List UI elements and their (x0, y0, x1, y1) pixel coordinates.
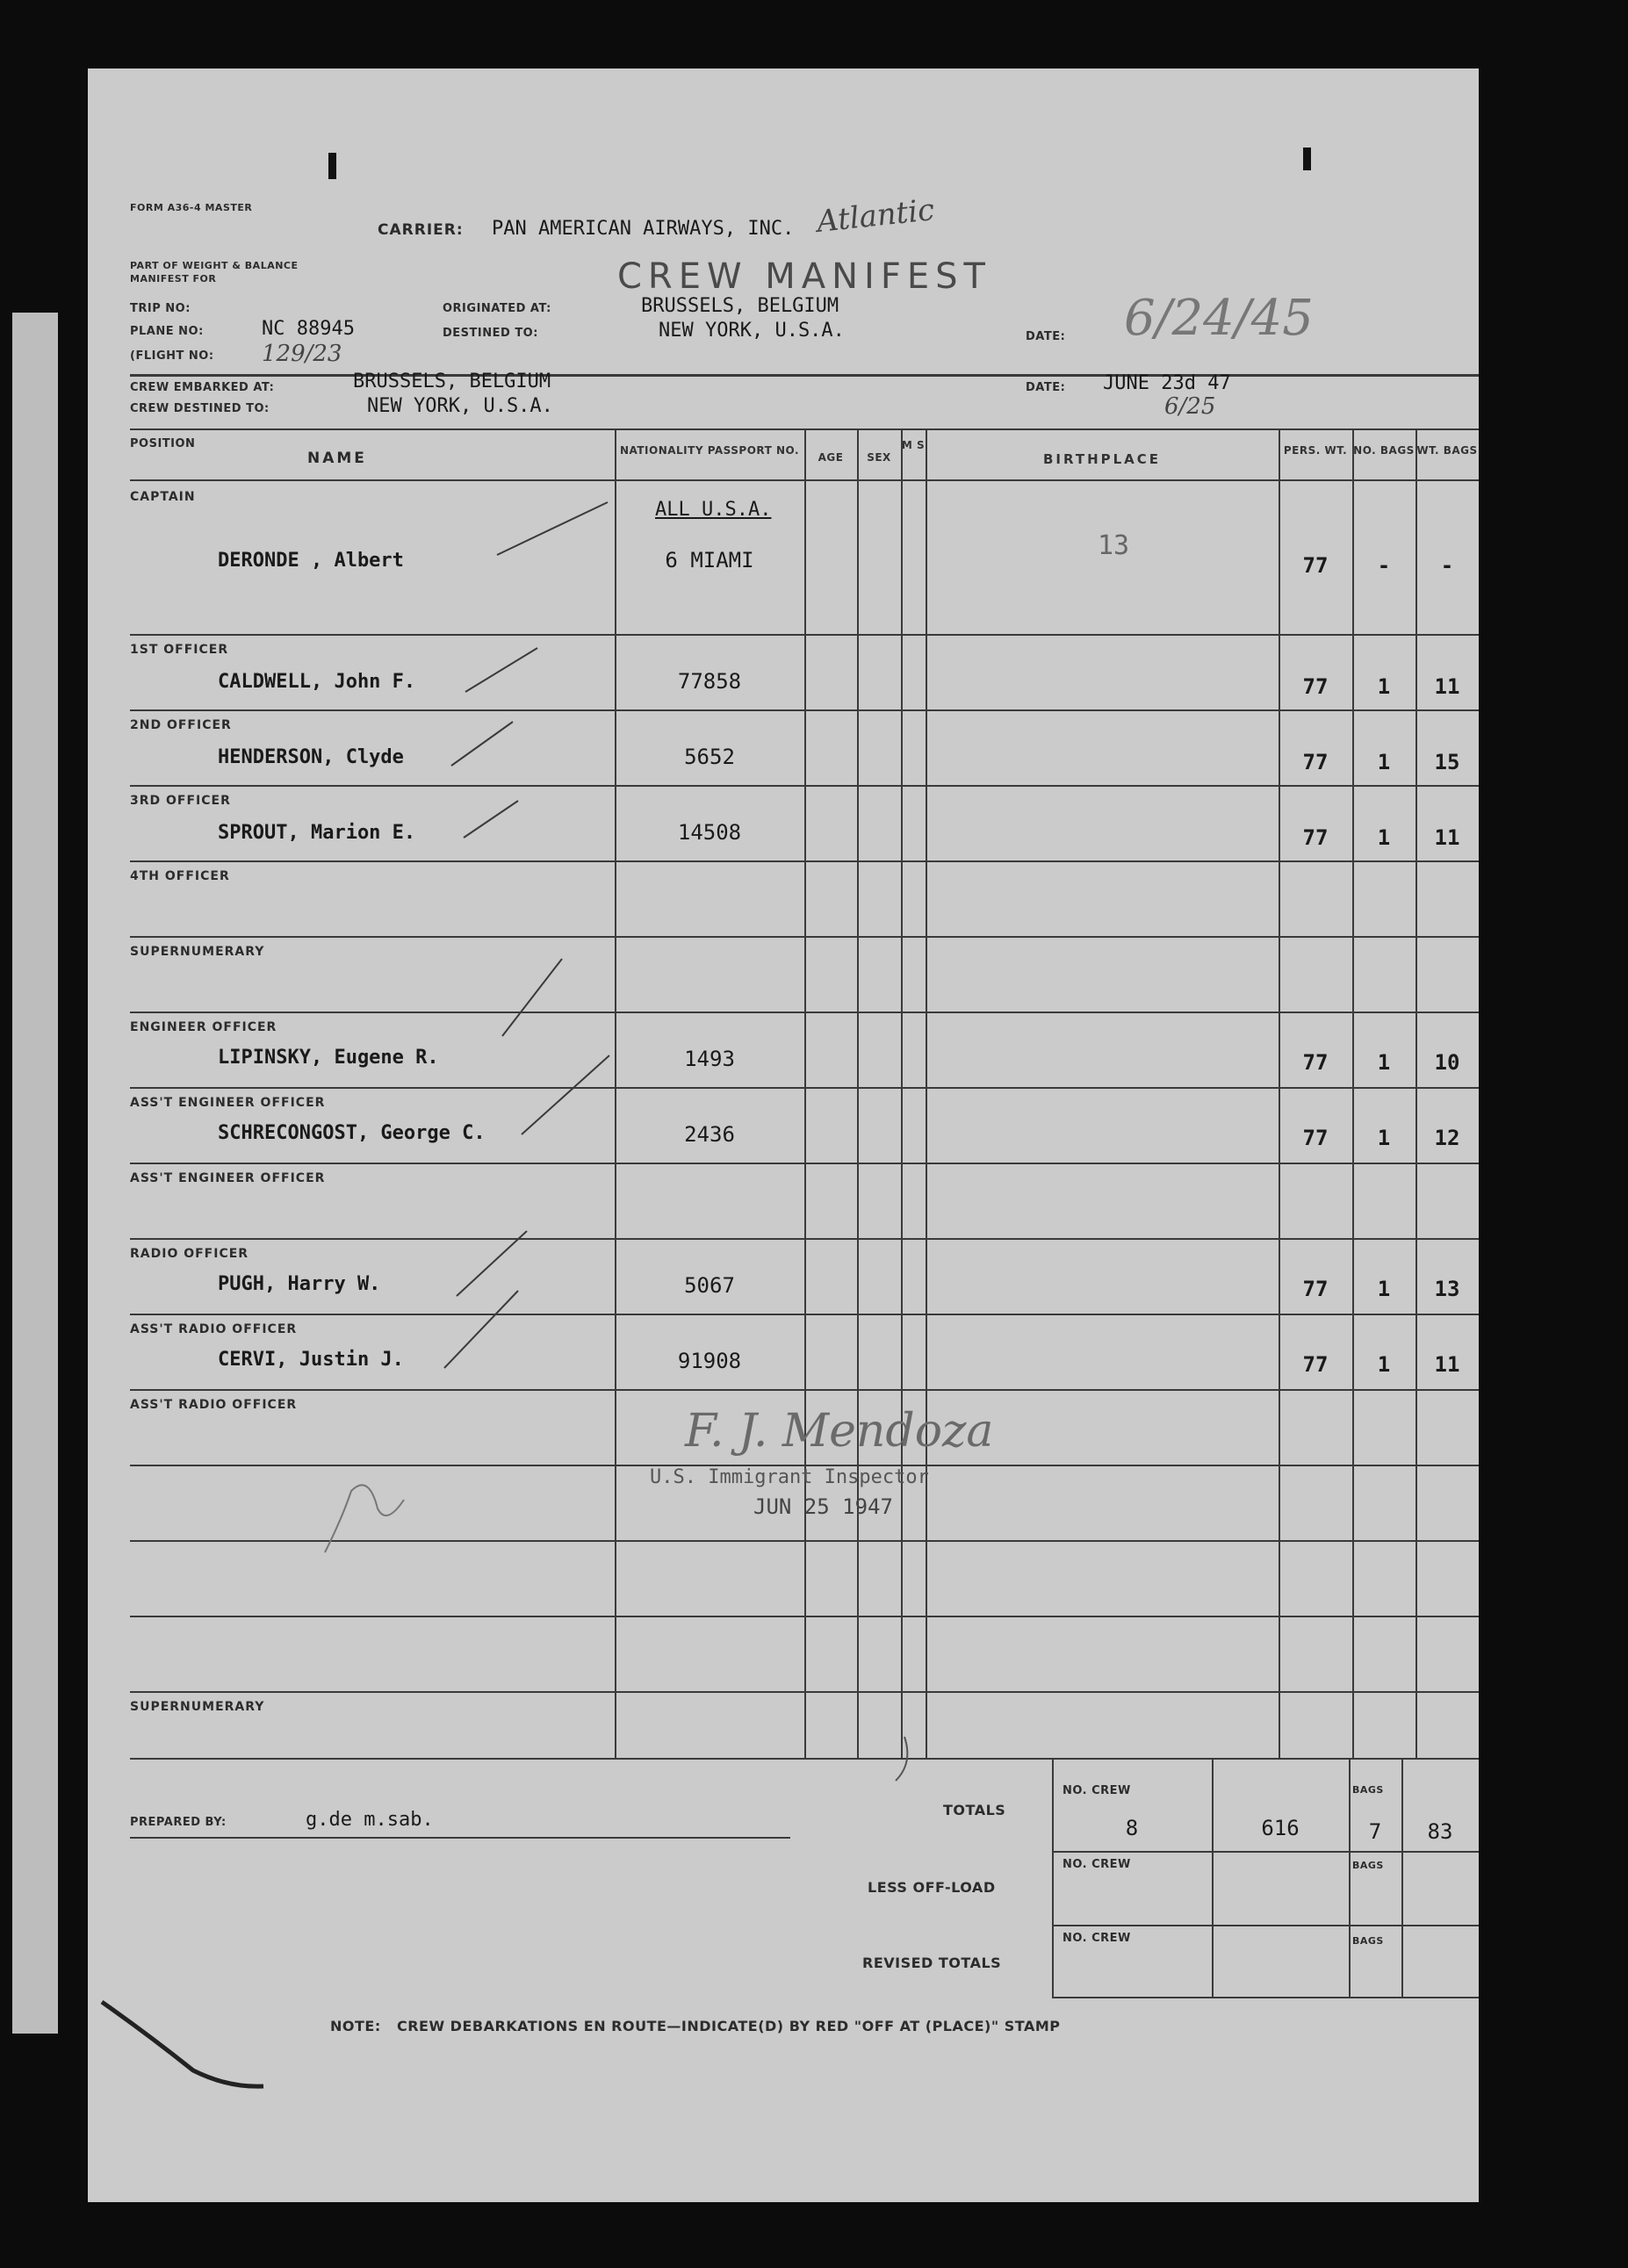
wt-bags: 10 (1434, 1050, 1460, 1075)
totals-line (1052, 1758, 1054, 1997)
crew-destined-value: NEW YORK, U.S.A. (367, 395, 553, 417)
prepared-value: g.de m.sab. (306, 1809, 434, 1831)
position-label: 3RD OFFICER (130, 794, 231, 808)
passport-no: 2436 (684, 1122, 735, 1147)
wt-bags: - (1440, 553, 1454, 578)
passport-no: 77858 (677, 669, 742, 694)
crew-name: HENDERSON, Clyde (218, 746, 404, 768)
position-label: ASS'T ENGINEER OFFICER (130, 1171, 326, 1185)
crew-name: PUGH, Harry W. (218, 1273, 381, 1295)
header-no-bags: NO. BAGS (1353, 444, 1415, 457)
position-label: ASS'T RADIO OFFICER (130, 1322, 298, 1336)
wt-bags: 12 (1434, 1126, 1460, 1150)
pers-wt: 77 (1302, 750, 1329, 774)
no-bags: 1 (1377, 750, 1391, 774)
revised-totals-label: REVISED TOTALS (862, 1955, 1002, 1971)
total-bags: 7 (1368, 1819, 1382, 1844)
no-bags: - (1377, 553, 1391, 578)
totals-line (1212, 1758, 1214, 1997)
position-label: SUPERNUMERARY (130, 1700, 265, 1714)
embarked-value: BRUSSELS, BELGIUM (353, 371, 551, 392)
header-pers-wt: PERS. WT. (1283, 444, 1348, 457)
pers-wt: 77 (1302, 553, 1329, 578)
originated-value: BRUSSELS, BELGIUM (641, 295, 839, 317)
wt-bags: 11 (1434, 825, 1460, 850)
crew-name: CALDWELL, John F. (218, 671, 416, 693)
base-note: 6 MIAMI (665, 548, 754, 572)
crew-date-handwritten: 6/25 (1164, 393, 1216, 420)
no-bags: 1 (1377, 1277, 1391, 1301)
manifest-paper (88, 68, 1479, 2202)
crew-name: SCHRECONGOST, George C. (218, 1122, 486, 1144)
crew-date-label: DATE: (1026, 381, 1066, 394)
header-age: AGE (818, 451, 844, 464)
crew-date-value: JUNE 23d 47 (1103, 372, 1231, 394)
pers-wt: 77 (1302, 1277, 1329, 1301)
trip-label: TRIP NO: (130, 302, 191, 315)
embarked-label: CREW EMBARKED AT: (130, 381, 275, 394)
flight-label: (FLIGHT NO: (130, 349, 214, 363)
header-birthplace: BIRTHPLACE (1042, 451, 1162, 467)
date-handwritten: 6/24/45 (1124, 290, 1314, 347)
film-edge-strip (12, 313, 58, 2034)
crew-name: LIPINSKY, Eugene R. (218, 1047, 439, 1069)
page-title: CREW MANIFEST (617, 256, 991, 297)
no-bags: 1 (1377, 1050, 1391, 1075)
total-bag-weight: 83 (1427, 1819, 1453, 1844)
no-bags: 1 (1377, 825, 1391, 850)
prepared-rule (130, 1837, 790, 1839)
header-passport: NATIONALITY PASSPORT NO. (619, 444, 800, 457)
strike-lines (88, 68, 1479, 2202)
position-label: ASS'T ENGINEER OFFICER (130, 1096, 326, 1110)
crew-name: CERVI, Justin J. (218, 1349, 404, 1371)
date-label: DATE: (1026, 330, 1066, 343)
pers-wt: 77 (1302, 825, 1329, 850)
totals-label: TOTALS (943, 1802, 1006, 1818)
totals-rule (1052, 1997, 1479, 1998)
passport-no: 14508 (677, 820, 742, 845)
no-bags: 1 (1377, 674, 1391, 699)
flight-value: 129/23 (262, 341, 342, 367)
no-bags: 1 (1377, 1352, 1391, 1377)
crew-name: SPROUT, Marion E. (218, 822, 416, 844)
wt-bags: 13 (1434, 1277, 1460, 1301)
part-of-label: PART OF WEIGHT & BALANCE MANIFEST FOR (130, 260, 299, 284)
header-position: POSITION (130, 437, 196, 450)
totals-rule (1052, 1925, 1479, 1926)
passport-no: 91908 (677, 1349, 742, 1373)
header-marital: M S (901, 439, 926, 451)
passport-no: 1493 (684, 1047, 735, 1071)
prepared-label: PREPARED BY: (130, 1816, 227, 1829)
position-label: RADIO OFFICER (130, 1247, 249, 1261)
position-label: 4TH OFFICER (130, 869, 230, 883)
inspector-stamp-date: JUN 25 1947 (753, 1494, 893, 1519)
header-wt-bags: WT. BAGS (1416, 444, 1478, 457)
form-number: FORM A36-4 MASTER (130, 202, 253, 213)
bags-label-3: BAGS (1352, 1935, 1384, 1947)
position-label: SUPERNUMERARY (130, 945, 265, 959)
carrier-label: CARRIER: (378, 221, 464, 239)
less-offload-label: LESS OFF-LOAD (868, 1879, 996, 1896)
passport-no: 5652 (684, 745, 735, 769)
passport-no: 5067 (684, 1273, 735, 1298)
wt-bags: 11 (1434, 1352, 1460, 1377)
plane-value: NC 88945 (262, 318, 355, 340)
plane-label: PLANE NO: (130, 325, 204, 338)
pers-wt: 77 (1302, 1352, 1329, 1377)
inspector-signature: F. J. Mendoza (685, 1405, 994, 1458)
wt-bags: 15 (1434, 750, 1460, 774)
bags-label-2: BAGS (1352, 1860, 1384, 1871)
pers-wt: 77 (1302, 1126, 1329, 1150)
no-crew-label: NO. CREW (1063, 1784, 1131, 1797)
total-crew: 8 (1125, 1816, 1139, 1840)
destined-label: DESTINED TO: (443, 327, 538, 340)
pers-wt: 77 (1302, 674, 1329, 699)
totals-line (1349, 1758, 1351, 1997)
originated-label: ORIGINATED AT: (443, 302, 551, 315)
totals-line (1401, 1758, 1403, 1997)
position-label: ASS'T RADIO OFFICER (130, 1398, 298, 1412)
destined-value: NEW YORK, U.S.A. (659, 320, 845, 342)
birthplace-mark: 13 (1098, 530, 1130, 561)
total-weight: 616 (1261, 1816, 1300, 1840)
position-label: 2ND OFFICER (130, 718, 232, 732)
position-label: 1ST OFFICER (130, 643, 229, 657)
wt-bags: 11 (1434, 674, 1460, 699)
carrier-handwritten: Atlantic (815, 192, 936, 240)
crew-name: DERONDE , Albert (218, 550, 404, 572)
pers-wt: 77 (1302, 1050, 1329, 1075)
totals-rule (1052, 1851, 1479, 1853)
carrier-value: PAN AMERICAN AIRWAYS, INC. (492, 218, 795, 240)
bags-label: BAGS (1352, 1784, 1384, 1796)
inspector-stamp-line: U.S. Immigrant Inspector (650, 1466, 929, 1488)
no-bags: 1 (1377, 1126, 1391, 1150)
footer-note: NOTE: CREW DEBARKATIONS EN ROUTE—INDICATE(D) BY RED "OFF AT (PLACE)" STAMP (330, 2018, 1061, 2034)
position-label: ENGINEER OFFICER (130, 1020, 277, 1034)
position-label: CAPTAIN (130, 490, 196, 504)
nationality-note: ALL U.S.A. (655, 499, 772, 521)
header-name: NAME (307, 450, 367, 467)
header-sex: SEX (867, 451, 891, 464)
crew-destined-label: CREW DESTINED TO: (130, 402, 270, 415)
no-crew-label-2: NO. CREW (1063, 1858, 1131, 1871)
no-crew-label-3: NO. CREW (1063, 1932, 1131, 1945)
